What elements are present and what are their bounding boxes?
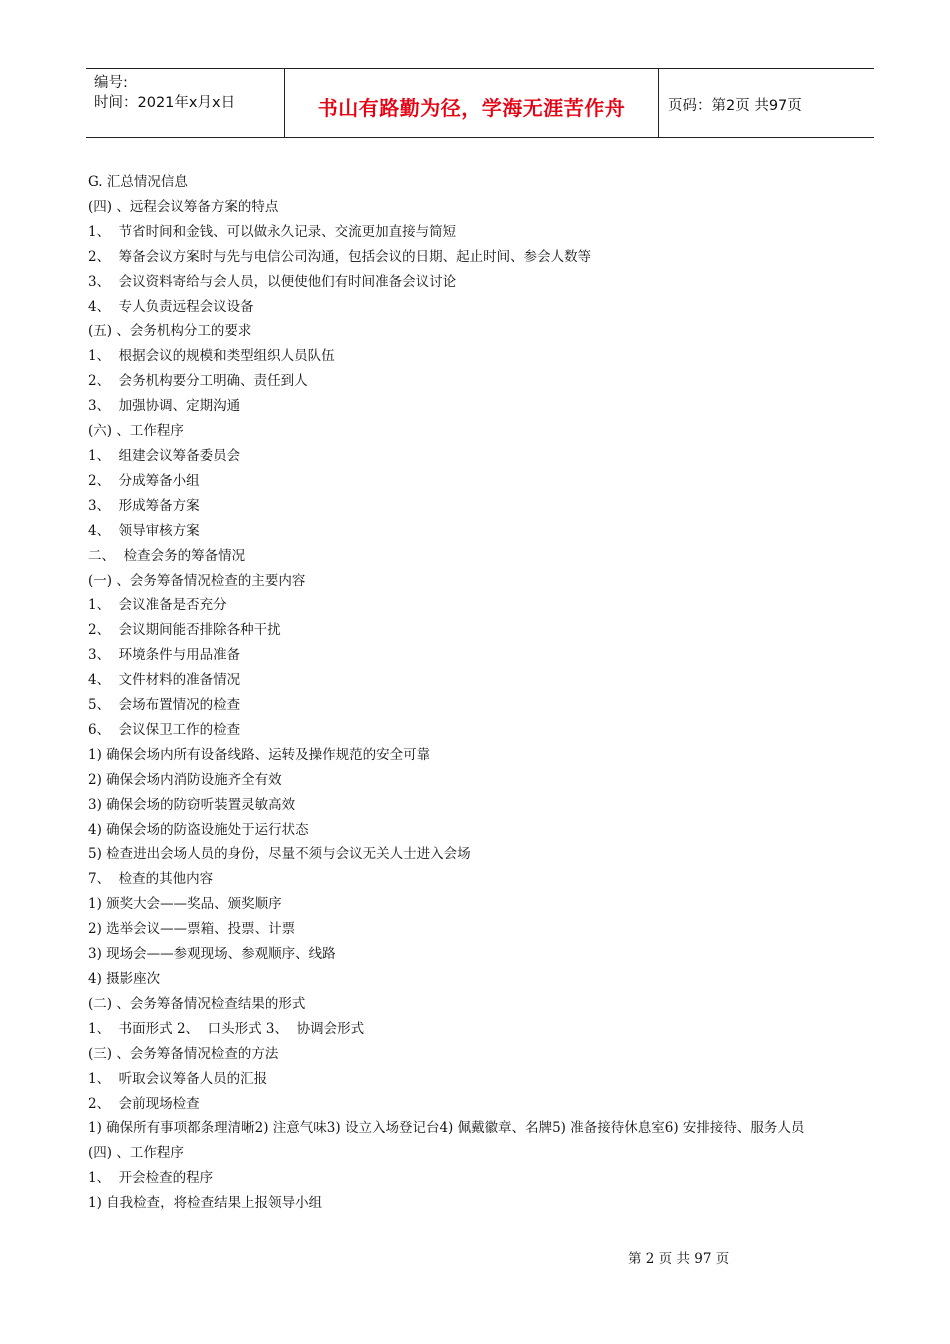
list-item: 4、 文件材料的准备情况 (88, 672, 241, 689)
list-item: 6、 会议保卫工作的检查 (88, 721, 241, 738)
list-item: 5、 会场布置情况的检查 (88, 697, 241, 714)
text-line: G. 汇总情况信息 (88, 174, 188, 190)
list-item: 2、 会前现场检查 (88, 1095, 200, 1112)
serial-number-label: 编号: (94, 75, 128, 91)
document-body (88, 170, 868, 1216)
list-item: 3、 形成筹备方案 (88, 497, 200, 514)
section-heading: (三) 、会务筹备情况检查的方法 (88, 1045, 279, 1062)
section-heading: (四) 、工作程序 (88, 1145, 184, 1162)
sub-list-item: 4) 确保会场的防盗设施处于运行状态 (88, 821, 309, 838)
page-footer: 第 2 页 共 97 页 (628, 1251, 730, 1267)
list-item: 1、 会议准备是否充分 (88, 597, 227, 614)
sub-list-item: 3) 确保会场的防窃听装置灵敏高效 (88, 796, 296, 813)
list-item: 2、 分成筹备小组 (88, 472, 200, 489)
list-item: 4、 专人负责远程会议设备 (88, 298, 254, 315)
list-item: 7、 检查的其他内容 (88, 871, 214, 888)
sub-list-item: 5) 检查进出会场人员的身份，尽量不须与会议无关人士进入会场 (88, 846, 471, 863)
page-header (86, 68, 874, 138)
header-page-info: 页码：第2页 共97页 (668, 97, 802, 114)
header-motto: 书山有路勤为径，学海无涯苦作舟 (285, 69, 659, 137)
section-heading: (一) 、会务筹备情况检查的主要内容 (88, 572, 306, 589)
section-heading: (六) 、工作程序 (88, 423, 184, 440)
chapter-heading: 二、 检查会务的筹备情况 (88, 547, 246, 564)
list-item: 1、 根据会议的规模和类型组织人员队伍 (88, 348, 335, 365)
list-item: 1、 书面形式 2、 口头形式 3、 协调会形式 (88, 1020, 365, 1037)
date-label: 时间：2021年x月x日 (94, 95, 236, 111)
list-item: 2、 会议期间能否排除各种干扰 (88, 622, 281, 639)
sub-list-item: 1) 自我检查，将检查结果上报领导小组 (88, 1195, 323, 1212)
list-item: 1、 组建会议筹备委员会 (88, 447, 241, 464)
sub-list-item: 1) 确保所有事项都条理清晰2) 注意气味3) 设立入场登记台4) 佩戴徽章、名牌5) 准备接待休息室6) 安排接待、服务人员 (88, 1120, 805, 1137)
sub-list-item: 1) 确保会场内所有设备线路、运转及操作规范的安全可靠 (88, 746, 431, 763)
sub-list-item: 2) 确保会场内消防设施齐全有效 (88, 771, 282, 788)
list-item: 1、 节省时间和金钱、可以做永久记录、交流更加直接与简短 (88, 223, 457, 240)
header-meta (86, 69, 285, 137)
section-heading: (二) 、会务筹备情况检查结果的形式 (88, 995, 306, 1012)
list-item: 1、 开会检查的程序 (88, 1170, 214, 1187)
section-heading: (四) 、远程会议筹备方案的特点 (88, 198, 279, 215)
list-item: 2、 筹备会议方案时与先与电信公司沟通，包括会议的日期、起止时间、参会人数等 (88, 248, 592, 265)
list-item: 3、 环境条件与用品准备 (88, 647, 241, 664)
list-item: 1、 听取会议筹备人员的汇报 (88, 1070, 268, 1087)
list-item: 4、 领导审核方案 (88, 522, 200, 539)
list-item: 3、 加强协调、定期沟通 (88, 398, 241, 415)
section-heading: (五) 、会务机构分工的要求 (88, 323, 252, 340)
sub-list-item: 2) 选举会议——票箱、投票、计票 (88, 921, 296, 938)
sub-list-item: 4) 摄影座次 (88, 971, 161, 987)
sub-list-item: 3) 现场会——参观现场、参观顺序、线路 (88, 946, 336, 963)
list-item: 2、 会务机构要分工明确、责任到人 (88, 373, 308, 390)
sub-list-item: 1) 颁奖大会——奖品、颁奖顺序 (88, 896, 282, 913)
list-item: 3、 会议资料寄给与会人员，以便使他们有时间准备会议讨论 (88, 273, 457, 290)
